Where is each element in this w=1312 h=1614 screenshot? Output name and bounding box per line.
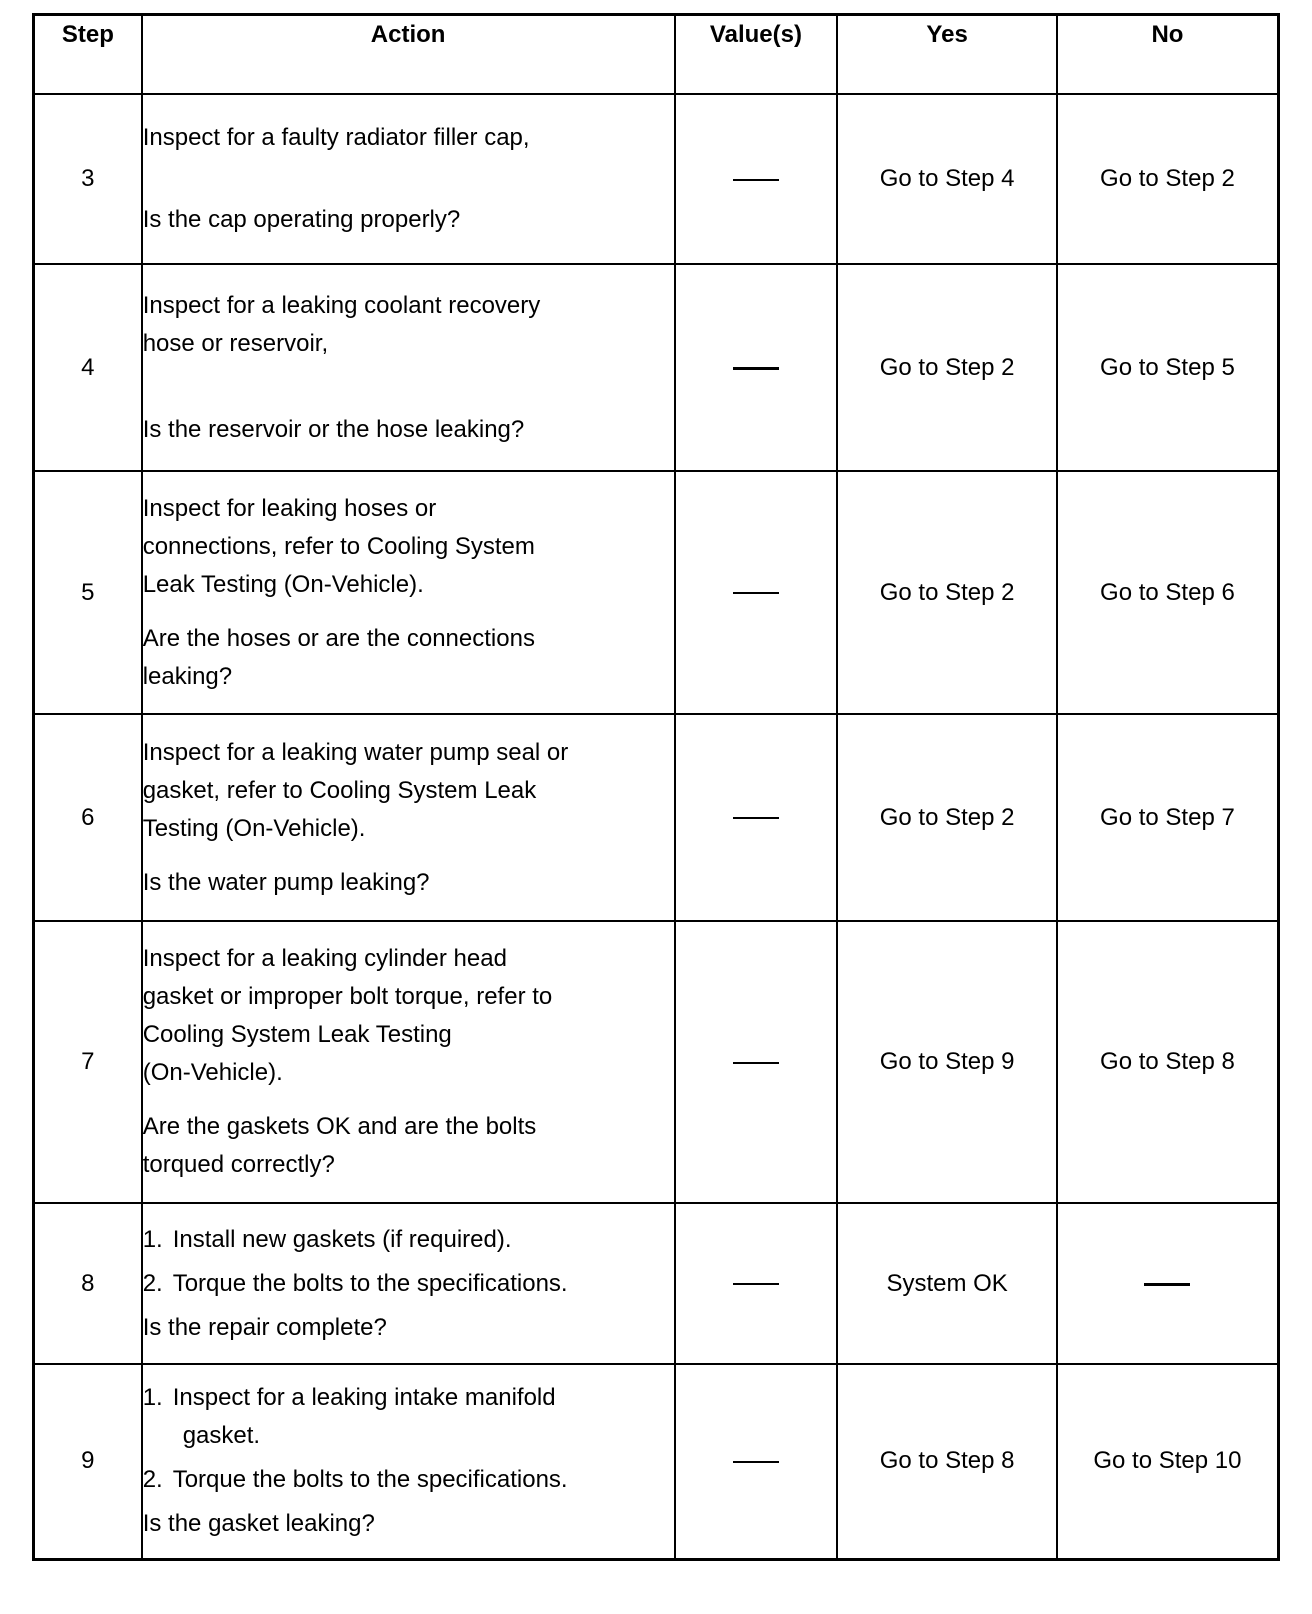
step-cell: 4 bbox=[34, 264, 142, 471]
header-action: Action bbox=[142, 15, 675, 95]
no-cell: Go to Step 5 bbox=[1057, 264, 1279, 471]
step-cell: 7 bbox=[34, 921, 142, 1203]
action-question bbox=[143, 1309, 674, 1347]
value-dash bbox=[733, 817, 779, 819]
action-step-number: 2. bbox=[142, 1466, 163, 1494]
action-line: Inspect for a faulty radiator filler cap, bbox=[142, 124, 530, 151]
value-dash bbox=[733, 367, 779, 370]
no-cell: Go to Step 2 bbox=[1057, 94, 1279, 264]
action-step-item bbox=[143, 1221, 674, 1259]
value-cell bbox=[675, 471, 838, 714]
action-cell bbox=[142, 471, 675, 714]
value-dash bbox=[733, 1062, 779, 1064]
action-spacer bbox=[143, 363, 674, 411]
action-question bbox=[143, 620, 674, 696]
step-cell: 8 bbox=[34, 1203, 142, 1364]
yes-cell: Go to Step 9 bbox=[837, 921, 1057, 1203]
action-line: Testing (On-Vehicle). bbox=[142, 814, 366, 842]
yes-cell: Go to Step 2 bbox=[837, 471, 1057, 714]
action-question bbox=[143, 201, 674, 239]
action-spacer bbox=[143, 157, 674, 201]
question-line: Is the repair complete? bbox=[142, 1313, 387, 1341]
action-question bbox=[143, 1108, 674, 1184]
action-step-number: 1. bbox=[142, 1384, 163, 1412]
question-line: Are the hoses or are the connections bbox=[142, 624, 535, 652]
action-cell bbox=[142, 264, 675, 471]
action-step-item bbox=[143, 1461, 674, 1499]
action-line: hose or reservoir, bbox=[142, 329, 329, 357]
action-steps-list bbox=[143, 1221, 674, 1303]
value-cell bbox=[675, 1364, 838, 1559]
action-cell bbox=[142, 1203, 675, 1364]
action-step-item bbox=[143, 1265, 674, 1303]
question-line: Are the gaskets OK and are the bolts bbox=[142, 1113, 537, 1140]
question-line: leaking? bbox=[142, 662, 233, 690]
table-row bbox=[34, 471, 1279, 714]
question-line: Is the cap operating properly? bbox=[142, 206, 461, 233]
action-spacer bbox=[143, 604, 674, 620]
action-cell bbox=[142, 94, 675, 264]
table-row bbox=[34, 714, 1279, 921]
header-yes: Yes bbox=[837, 15, 1057, 95]
action-question bbox=[143, 411, 674, 449]
no-cell: Go to Step 8 bbox=[1057, 921, 1279, 1203]
action-text bbox=[143, 119, 674, 157]
step-cell: 5 bbox=[34, 471, 142, 714]
yes-cell: Go to Step 2 bbox=[837, 264, 1057, 471]
table-row bbox=[34, 921, 1279, 1203]
value-cell bbox=[675, 94, 838, 264]
action-line: Cooling System Leak Testing bbox=[142, 1021, 452, 1048]
header-no: No bbox=[1057, 15, 1279, 95]
step-cell: 3 bbox=[34, 94, 142, 264]
action-question bbox=[143, 864, 674, 902]
action-spacer bbox=[143, 1092, 674, 1108]
action-line: gasket, refer to Cooling System Leak bbox=[142, 776, 537, 804]
action-step-number: 2. bbox=[142, 1269, 163, 1297]
no-dash bbox=[1144, 1283, 1190, 1286]
table-row bbox=[34, 264, 1279, 471]
action-text bbox=[143, 490, 674, 604]
table-row bbox=[34, 1364, 1279, 1559]
action-step-line: gasket. bbox=[182, 1422, 261, 1450]
action-line: (On-Vehicle). bbox=[142, 1059, 283, 1086]
no-cell: Go to Step 10 bbox=[1057, 1364, 1279, 1559]
value-dash bbox=[733, 592, 779, 594]
no-cell: Go to Step 6 bbox=[1057, 471, 1279, 714]
action-step-line: Torque the bolts to the specifications. bbox=[172, 1269, 568, 1297]
table-row bbox=[34, 94, 1279, 264]
action-step-line: Install new gaskets (if required). bbox=[172, 1225, 512, 1253]
action-text bbox=[143, 734, 674, 848]
action-step-line: Inspect for a leaking intake manifold bbox=[172, 1384, 556, 1412]
header-step: Step bbox=[34, 15, 142, 95]
action-line: Inspect for leaking hoses or bbox=[142, 494, 437, 522]
step-cell: 6 bbox=[34, 714, 142, 921]
action-line: Inspect for a leaking coolant recovery bbox=[142, 291, 541, 319]
action-line: Leak Testing (On-Vehicle). bbox=[142, 570, 424, 598]
header-values: Value(s) bbox=[675, 15, 838, 95]
no-cell bbox=[1057, 1203, 1279, 1364]
action-line: Inspect for a leaking water pump seal or bbox=[142, 738, 569, 766]
value-cell bbox=[675, 264, 838, 471]
value-cell bbox=[675, 714, 838, 921]
question-line: Is the water pump leaking? bbox=[142, 868, 430, 896]
action-line: Inspect for a leaking cylinder head bbox=[142, 945, 507, 972]
action-text bbox=[143, 940, 674, 1092]
value-cell bbox=[675, 921, 838, 1203]
yes-cell: Go to Step 2 bbox=[837, 714, 1057, 921]
value-dash bbox=[733, 179, 779, 181]
action-text bbox=[143, 287, 674, 363]
value-cell bbox=[675, 1203, 838, 1364]
action-step-number: 1. bbox=[142, 1225, 163, 1253]
table-row bbox=[34, 1203, 1279, 1364]
action-cell bbox=[142, 1364, 675, 1559]
diagnostic-table bbox=[32, 13, 1280, 1561]
header-row bbox=[34, 15, 1279, 95]
step-cell: 9 bbox=[34, 1364, 142, 1559]
yes-cell: Go to Step 8 bbox=[837, 1364, 1057, 1559]
question-line: Is the reservoir or the hose leaking? bbox=[142, 415, 525, 443]
action-spacer bbox=[143, 848, 674, 864]
no-cell: Go to Step 7 bbox=[1057, 714, 1279, 921]
value-dash bbox=[733, 1283, 779, 1285]
action-cell bbox=[142, 714, 675, 921]
value-dash bbox=[733, 1461, 779, 1463]
action-steps-list bbox=[143, 1379, 674, 1499]
action-line: gasket or improper bolt torque, refer to bbox=[142, 983, 553, 1010]
question-line: torqued correctly? bbox=[142, 1151, 335, 1178]
action-line: connections, refer to Cooling System bbox=[142, 532, 535, 560]
action-step-line: Torque the bolts to the specifications. bbox=[172, 1466, 568, 1494]
action-cell bbox=[142, 921, 675, 1203]
yes-cell: System OK bbox=[837, 1203, 1057, 1364]
table-body bbox=[34, 94, 1279, 1559]
action-question bbox=[143, 1505, 674, 1543]
action-step-item bbox=[143, 1379, 674, 1455]
yes-cell: Go to Step 4 bbox=[837, 94, 1057, 264]
question-line: Is the gasket leaking? bbox=[142, 1510, 375, 1538]
